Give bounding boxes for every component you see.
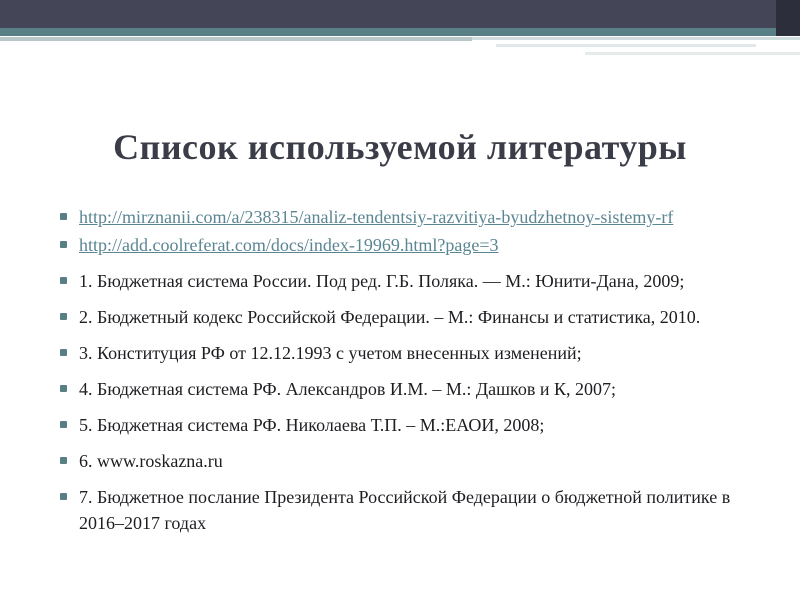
square-bullet-icon [60,421,67,428]
reference-text: 3. Конституция РФ от 12.12.1993 с учетом внесенных изменений; [79,343,582,363]
square-bullet-icon [60,493,67,500]
reference-text: 1. Бюджетная система России. Под ред. Г.Б. Поляка. — М.: Юнити-Дана, 2009; [79,271,685,291]
reference-list [60,204,750,546]
reference-link[interactable]: http://add.coolreferat.com/docs/index-19969.html?page=3 [79,235,499,255]
square-bullet-icon [60,313,67,320]
reference-text: 2. Бюджетный кодекс Российской Федерации. – М.: Финансы и статистика, 2010. [79,307,701,327]
slide-title: Список используемой литературы [113,127,687,167]
list-item [60,412,750,438]
list-item [60,448,750,474]
list-item [60,484,750,536]
list-item [60,304,750,330]
reference-text: 5. Бюджетная система РФ. Николаева Т.П. – М.:ЕАОИ, 2008; [79,415,545,435]
list-item [60,340,750,366]
header-band [0,0,800,28]
decorative-line [585,52,800,55]
list-item [60,232,750,258]
list-item [60,204,750,230]
reference-text: 4. Бюджетная система РФ. Александров И.М. – М.: Дашков и К, 2007; [79,379,616,399]
square-bullet-icon [60,213,67,220]
reference-text: 7. Бюджетное послание Президента Российской Федерации о бюджетной политике в 2016–2017 годах [79,487,731,533]
decorative-line [472,37,800,40]
header-accent-stripe [0,28,800,36]
list-item [60,268,750,294]
reference-link[interactable]: http://mirznanii.com/a/238315/analiz-tendentsiy-razvitiya-byudzhetnoy-sistemy-rf [79,207,674,227]
list-item [60,376,750,402]
header-corner-block [776,0,800,36]
reference-text: 6. www.roskazna.ru [79,451,223,471]
decorative-line [496,44,756,47]
square-bullet-icon [60,277,67,284]
square-bullet-icon [60,457,67,464]
square-bullet-icon [60,349,67,356]
decorative-line [0,37,472,41]
square-bullet-icon [60,241,67,248]
square-bullet-icon [60,385,67,392]
